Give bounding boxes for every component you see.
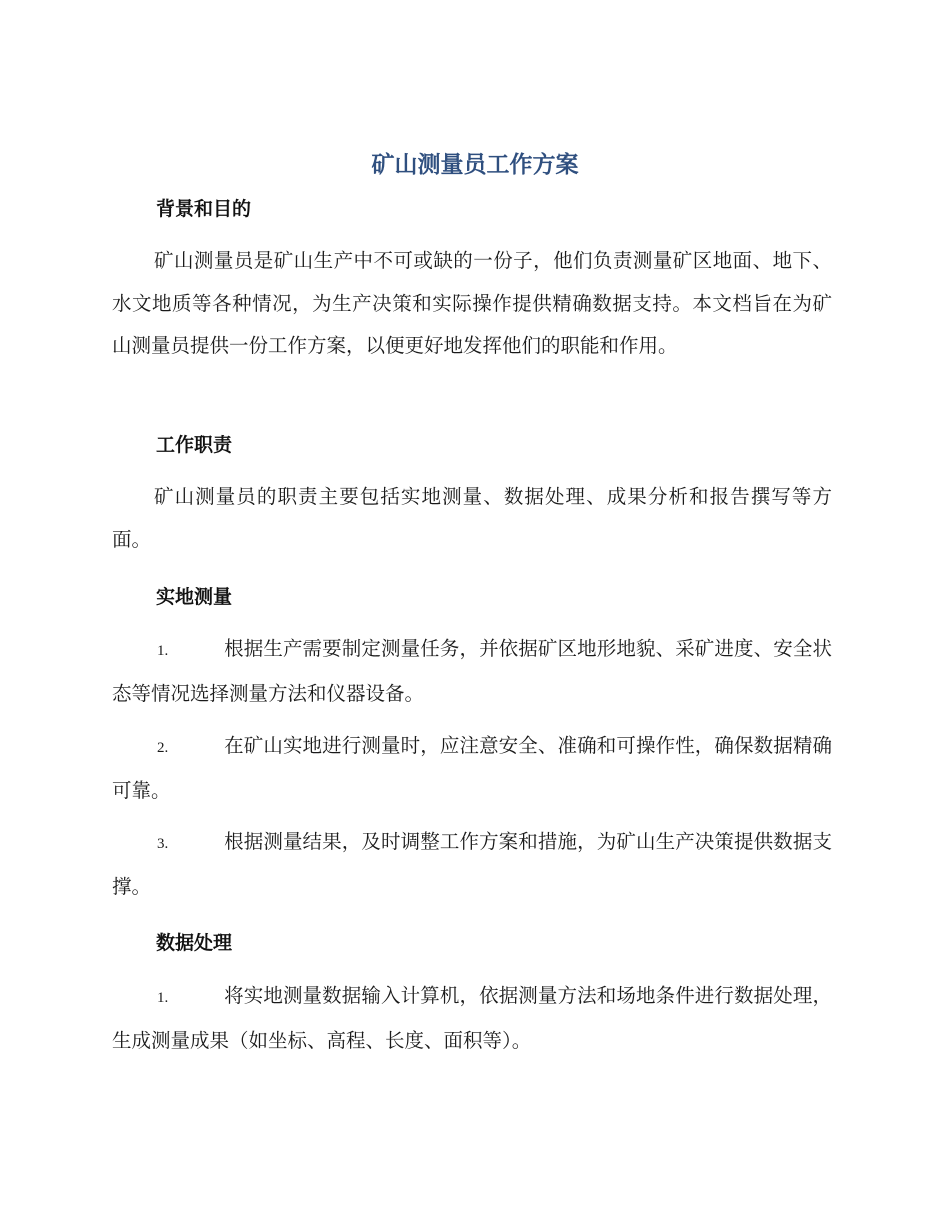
list-item-text: 根据生产需要制定测量任务，并依据矿区地形地貌、采矿进度、安全状态等情况选择测量方法和仪器设备。 [112,637,832,705]
paragraph-duties: 矿山测量员的职责主要包括实地测量、数据处理、成果分析和报告撰写等方面。 [112,485,832,551]
section-heading-field-survey: 实地测量 [156,586,233,608]
section-heading-duties: 工作职责 [156,434,233,456]
list-item-number: 1. [157,643,169,659]
section-heading-data-processing: 数据处理 [156,932,233,954]
paragraph-background: 矿山测量员是矿山生产中不可或缺的一份子，他们负责测量矿区地面、地下、水文地质等各种情况，为生产决策和实际操作提供精确数据支持。本文档旨在为矿山测量员提供一份工作方案，以便更好地发挥他们的职能和作用。 [112,249,832,357]
list-item-number: 3. [157,836,169,852]
list-item-text: 在矿山实地进行测量时，应注意安全、准确和可操作性，确保数据精确可靠。 [112,734,832,802]
list-item [112,821,832,908]
list-item-number: 1. [157,990,169,1006]
document-title: 矿山测量员工作方案 [371,152,579,178]
list-item-text: 将实地测量数据输入计算机，依据测量方法和场地条件进行数据处理，生成测量成果（如坐标、高程、长度、面积等）。 [112,984,832,1052]
list-item [112,725,832,812]
list-item-number: 2. [157,740,169,756]
list-item [112,975,832,1062]
list-item [112,628,832,715]
section-heading-background: 背景和目的 [156,198,252,220]
list-item-text: 根据测量结果，及时调整工作方案和措施，为矿山生产决策提供数据支撑。 [112,830,832,898]
